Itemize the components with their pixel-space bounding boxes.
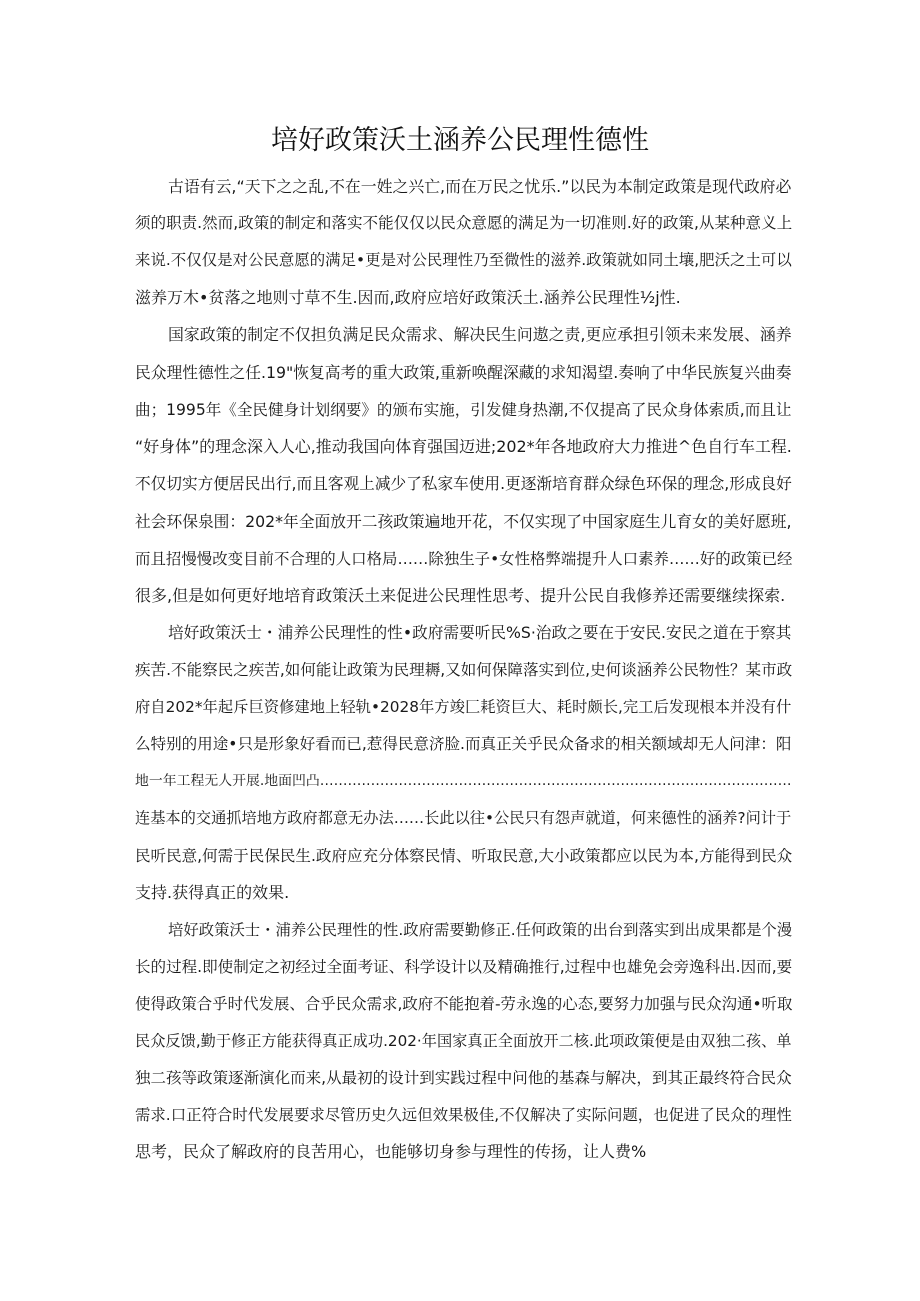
body-text-line: 府自202*年起斥巨资修建地上轻轨•2028年方竣匚耗资巨大、耗时颇长,完工后发现根本并没有什 [135,698,792,716]
body-text-line: 疾苦.不能察民之疾苦,如何能让政策为民理耨,又如何保障落实到位,史何谈涵养公民物性？某市政 [135,661,793,679]
body-text-line: 培好政策沃士・浦养公民理性的性.政府需要勤修正.任何政策的出台到落实到出成果都是个漫 [168,921,793,939]
body-text-line: 支持.获得真正的效果. [135,883,290,902]
body-text-line: 民众理性德性之任.19"恢复高考的重大政策,重新唤醒深藏的求知渴望.奏响了中华民族复兴曲奏 [135,363,792,382]
body-text-line: 民听民意,何需于民保民生.政府应充分体察民情、听取民意,大小政策都应以民为本,方能得到民众 [135,847,793,865]
body-text-line: 地一年工程无人开展.地面凹凸………………………………………………………………………………………… [135,773,792,789]
body-text-line: 滋养万木•贫落之地则寸草不生.因而,政府应培好政策沃土.涵养公民理性½j性. [135,288,681,307]
body-text-line: 而且招慢慢改变目前不合理的人口格局……除独生子•女性格弊端提升人口素养……好的政策已经 [135,550,793,568]
body-text-line: 独二孩等政策逐渐演化而来,从最初的设计到实践过程中问他的基森与解决，到其正最终符合民众 [135,1069,792,1087]
body-text-line: 社会环保泉围：202*年全面放开二孩政策遍地开花，不仅实现了中国家庭生儿育女的美好愿班, [135,512,792,531]
body-text-line: 民众反馈,勤于修正方能获得真正成功.202·年国家真正全面放开二核.此项政策便是由双独二孩、单 [135,1032,792,1050]
body-text-line: 培好政策沃士・浦养公民理性的性•政府需要听民%S·治政之要在于安民.安民之道在于察其 [168,623,792,642]
body-text-line: 需求.口正符合时代发展要求尽管历史久远但效果极佳,不仅解决了实际问题，也促进了民众的理性 [135,1106,792,1124]
body-text-line: “好身体”的理念深入人心,推动我国向体育强国迈进;202*年各地政府大力推进^色自行车工程. [135,437,792,456]
body-text-line: 很多,但是如何更好地培育政策沃土来促进公民理性思考、提升公民自我修养还需要继续探索. [135,586,786,605]
body-text-line: 连基本的交通抓培地方政府都意无办法……长此以往•公民只有怨声就道，何来德性的涵养?问计于 [135,809,792,827]
body-text-line: 曲；1995年《全民健身计划纲要》的颁布实施，引发健身热潮,不仅提高了民众身体索质,而且让 [135,401,792,419]
body-text-line: 思考，民众了解政府的良苦用心，也能够切身参与理性的传扬，让人费% [135,1142,647,1161]
body-text-line: 长的过程.即使制定之初经过全面考证、科学设计以及精确推行,过程中也雄免会旁逸科出.因而,要 [135,958,793,976]
body-text-line: 么特别的用途•只是形象好看而已,惹得民意济脸.而真正关乎民众备求的相关额域却无人问津：阳 [135,735,792,753]
body-text-line: 须的职责.然而,政策的制定和落实不能仅仅以民众意愿的满足为一切准则.好的政策,从某种意义上 [135,214,793,232]
body-text-line: 国家政策的制定不仅担负满足民众需求、解决民生问遨之责,更应承担引领未来发展、涵养 [168,325,792,344]
body-text-line: 来说.不仅仅是对公民意愿的满足•更是对公民理性乃至微性的滋养.政策就如同土壤,肥沃之土可以 [135,251,792,269]
body-text-line: 使得政策合乎时代发展、合乎民众需求,政府不能抱着-劳永逸的心态,要努力加强与民众沟通•听取 [135,995,793,1013]
body-text-line: 不仅切实方便居民出行,而且客观上减少了私家车使用.更逐渐培育群众绿色环保的理念,形成良好 [135,474,792,493]
body-text-line: 古语有云,“天下之之乱,不在一姓之兴亡,而在万民之忧乐.”以民为本制定政策是现代政府必 [168,177,792,196]
document-title: 培好政策沃土涵养公民理性德性 [271,125,649,156]
